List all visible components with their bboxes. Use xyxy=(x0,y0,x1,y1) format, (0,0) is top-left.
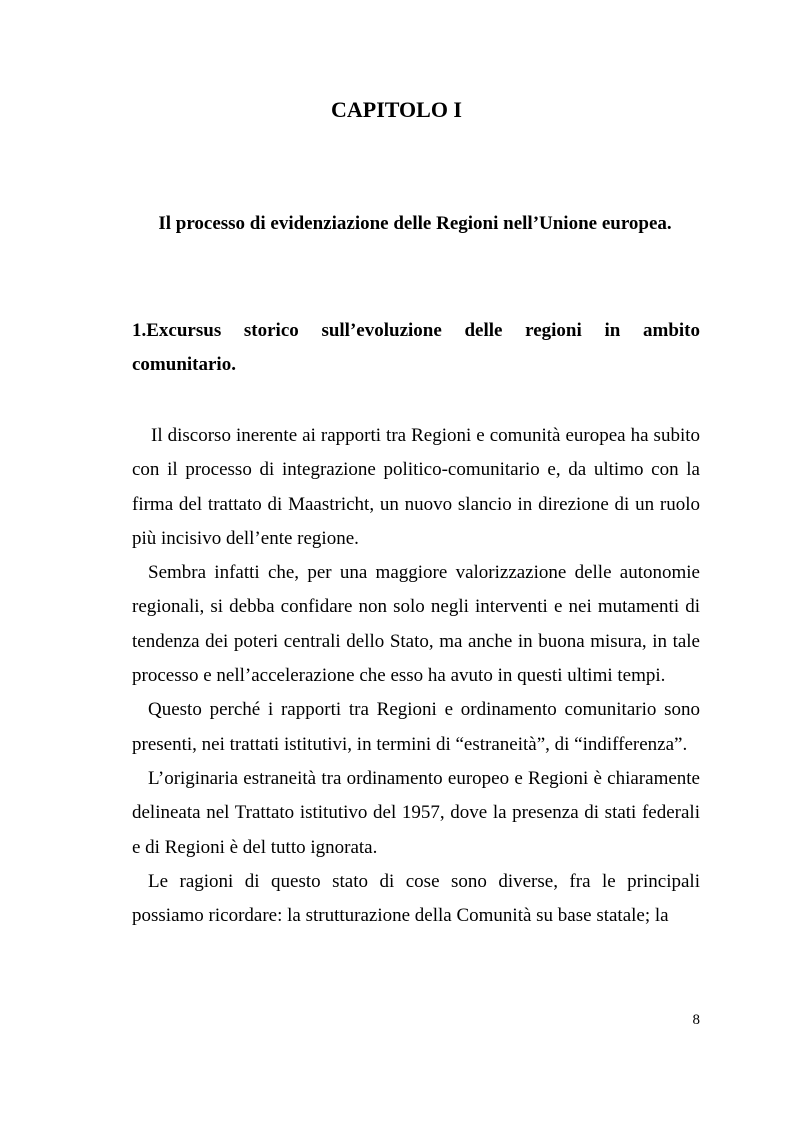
paragraph: Sembra infatti che, per una maggiore valorizzazione delle autonomie regionali, si debba confidare non solo negli interventi e nei mutamenti di tendenza dei poteri centrali dello Stato, ma anche in buona misura, in tale processo e nell’accelerazione che esso ha avuto in questi ultimi tempi. xyxy=(132,562,700,687)
paragraph: Questo perché i rapporti tra Regioni e ordinamento comunitario sono presenti, nei trattati istitutivi, in termini di “estraneità”, di “indifferenza”. xyxy=(132,699,700,755)
page-number: 8 xyxy=(692,1012,700,1028)
chapter-title: CAPITOLO I xyxy=(330,97,462,122)
body-text xyxy=(132,419,700,933)
paragraph: Il discorso inerente ai rapporti tra Regioni e comunità europea ha subito con il processo di integrazione politico-comunitario e, da ultimo con la firma del trattato di Maastricht, un nuovo slancio in direzione di un ruolo più incisivo dell’ente regione. xyxy=(132,425,700,549)
subsection-title: 1.Excursus storico sull’evoluzione delle regioni in ambito comunitario. xyxy=(132,320,700,375)
paragraph: Le ragioni di questo stato di cose sono diverse, fra le principali possiamo ricordare: la strutturazione della Comunità su base statale; la xyxy=(132,870,700,927)
section-title: Il processo di evidenziazione delle Regioni nell’Unione europea. xyxy=(158,213,672,234)
paragraph: L’originaria estraneità tra ordinamento europeo e Regioni è chiaramente delineata nel Trattato istitutivo del 1957, dove la presenza di stati federali e di Regioni è del tutto ignorata. xyxy=(132,767,700,858)
